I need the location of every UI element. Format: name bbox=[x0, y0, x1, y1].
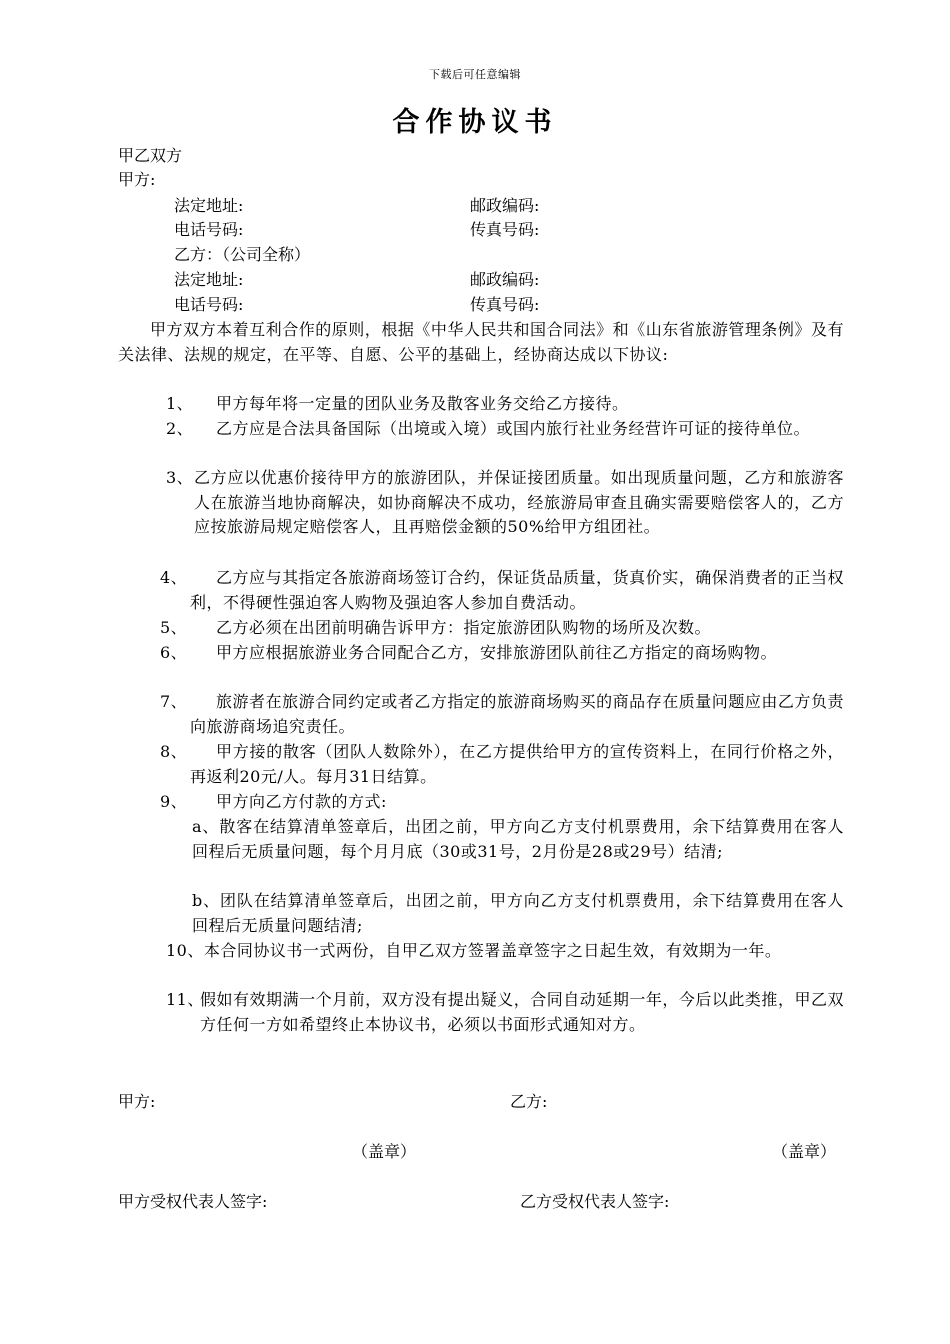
clause-text: 假如有效期满一个月前，双方没有提出疑义，合同自动延期一年，今后以此类推，甲乙双方任何一方如希望终止本协议书，必须以书面形式通知对方。 bbox=[200, 990, 844, 1034]
party-a-fax-label: 传真号码: bbox=[470, 220, 540, 239]
clause-text: 本合同协议书一式两份，自甲乙双方签署盖章签字之日起生效，有效期为一年。 bbox=[203, 941, 782, 960]
clause-text: 乙方应以优惠价接待甲方的旅游团队，并保证接团质量。如出现质量问题，乙方和旅游客人在旅游当地协商解决，如协商解决不成功，经旅游局审查且确实需要赔偿客人的，乙方应按旅游局规定赔偿客人，且再赔偿金额的50%给甲方组团社。 bbox=[194, 468, 844, 536]
clause-9 bbox=[160, 790, 844, 815]
clause-number: 4、 bbox=[160, 568, 188, 587]
party-b-fax-label: 传真号码: bbox=[470, 295, 540, 314]
party-b-postcode-label: 邮政编码: bbox=[470, 270, 540, 289]
party-a-label: 甲方: bbox=[118, 170, 156, 189]
clause-11 bbox=[166, 988, 844, 1037]
clause-10 bbox=[118, 939, 844, 964]
signature-party-a: 甲方: bbox=[118, 1092, 156, 1111]
clause-number: 6、 bbox=[160, 643, 188, 662]
party-a-address-label: 法定地址: bbox=[174, 196, 244, 215]
clause-text: 甲方向乙方付款的方式: bbox=[216, 792, 387, 811]
party-b-label: 乙方：（公司全称） bbox=[174, 245, 311, 264]
clause-4 bbox=[160, 566, 844, 615]
signature-party-b: 乙方: bbox=[510, 1092, 548, 1111]
clause-3 bbox=[166, 466, 844, 540]
clause-9-sub-b: b、团队在结算清单签章后，出团之前，甲方向乙方支付机票费用，余下结算费用在客人回程后无质量问题结清; bbox=[192, 891, 844, 935]
representative-party-a: 甲方受权代表人签字: bbox=[118, 1192, 268, 1211]
clause-text: 甲方每年将一定量的团队业务及散客业务交给乙方接待。 bbox=[216, 394, 629, 413]
clause-text: 乙方必须在出团前明确告诉甲方：指定旅游团队购物的场所及次数。 bbox=[216, 618, 712, 637]
clause-text: 旅游者在旅游合同约定或者乙方指定的旅游商场购买的商品存在质量问题应由乙方负责向旅游商场追究责任。 bbox=[190, 692, 844, 736]
seal-party-b: （盖章） bbox=[772, 1142, 837, 1161]
preamble-paragraph: 甲方双方本着互利合作的原则，根据《中华人民共和国合同法》和《山东省旅游管理条例》及有关法律、法规的规定，在平等、自愿、公平的基础上，经协商达成以下协议: bbox=[118, 320, 844, 364]
clause-text: 甲方应根据旅游业务合同配合乙方，安排旅游团队前往乙方指定的商场购物。 bbox=[216, 643, 778, 662]
clause-number: 10、 bbox=[166, 941, 204, 960]
clause-number: 7、 bbox=[160, 692, 188, 711]
seal-party-a: （盖章） bbox=[352, 1142, 417, 1161]
clause-6 bbox=[160, 641, 844, 666]
party-b-phone-label: 电话号码: bbox=[174, 295, 244, 314]
header-note: 下载后可任意编辑 bbox=[429, 68, 521, 81]
clause-7 bbox=[160, 690, 844, 739]
parties-intro: 甲乙双方 bbox=[118, 146, 183, 165]
clause-text: 乙方应与其指定各旅游商场签订合约，保证货品质量，货真价实，确保消费者的正当权利，不得硬性强迫客人购物及强迫客人参加自费活动。 bbox=[190, 568, 844, 612]
party-a-postcode-label: 邮政编码: bbox=[470, 196, 540, 215]
clause-number: 1、 bbox=[166, 394, 194, 413]
clause-1 bbox=[166, 392, 844, 417]
clause-text: 甲方接的散客（团队人数除外），在乙方提供给甲方的宣传资料上，在同行价格之外，再返利20元/人。每月31日结算。 bbox=[190, 742, 844, 786]
clause-number: 9、 bbox=[160, 792, 188, 811]
clause-number: 5、 bbox=[160, 618, 188, 637]
clause-5 bbox=[160, 616, 844, 641]
clause-number: 2、 bbox=[166, 419, 194, 438]
party-a-phone-label: 电话号码: bbox=[174, 220, 244, 239]
clause-8 bbox=[160, 740, 844, 789]
document-title: 合作协议书 bbox=[392, 107, 558, 138]
clause-9-sub-a: a、散客在结算清单签章后，出团之前，甲方向乙方支付机票费用，余下结算费用在客人回程后无质量问题，每个月月底（30或31号，2月份是28或29号）结清; bbox=[192, 817, 844, 861]
clause-number: 11、 bbox=[166, 990, 204, 1009]
clause-2 bbox=[166, 417, 844, 442]
clause-text: 乙方应是合法具备国际（出境或入境）或国内旅行社业务经营许可证的接待单位。 bbox=[216, 419, 811, 438]
clause-number: 3、 bbox=[166, 468, 194, 487]
clause-number: 8、 bbox=[160, 742, 188, 761]
party-b-address-label: 法定地址: bbox=[174, 270, 244, 289]
representative-party-b: 乙方受权代表人签字: bbox=[520, 1192, 670, 1211]
